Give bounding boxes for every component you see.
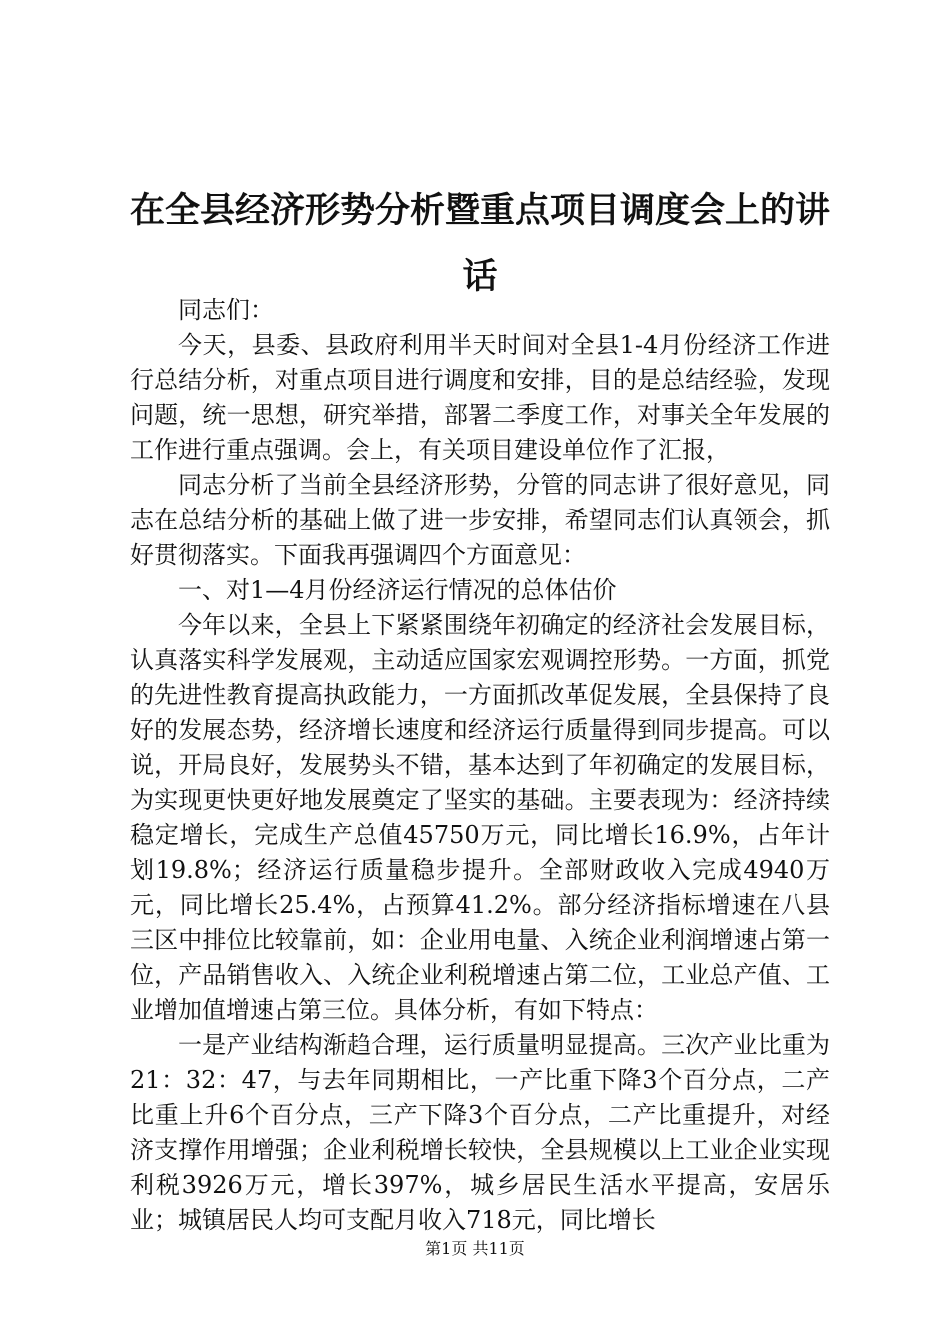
section-heading-1: 一、对1—4月份经济运行情况的总体估价 [178,576,617,604]
paragraph-industry-structure: 一是产业结构渐趋合理，运行质量明显提高。三次产业比重为21：32：47，与去年同期相比，一产比重下降3个百分点，二产比重上升6个百分点，三产下降3个百分点，二产比重提升，对经济支撑作用增强；企业利税增长较快，全县规模以上工业企业实现利税3926万元，增长397%，城乡居民生活水平提高，安居乐业；城镇居民人均可支配月收入718元，同比增长 [130,1031,830,1234]
paragraph-summary: 同志分析了当前全县经济形势，分管的同志讲了很好意见，同志在总结分析的基础上做了进一步安排，希望同志们认真领会，抓好贯彻落实。下面我再强调四个方面意见： [130,471,830,569]
salutation: 同志们： [178,296,274,324]
page-footer: 第1页 共11页 [425,1239,525,1258]
paragraph-economy-overview: 今年以来，全县上下紧紧围绕年初确定的经济社会发展目标，认真落实科学发展观，主动适应国家宏观调控形势。一方面，抓党的先进性教育提高执政能力，一方面抓改革促发展，全县保持了良好的发展态势，经济增长速度和经济运行质量得到同步提高。可以说，开局良好，发展势头不错，基本达到了年初确定的发展目标，为实现更快更好地发展奠定了坚实的基础。主要表现为：经济持续稳定增长，完成生产总值45750万元，同比增长16.9%，占年计划19.8%；经济运行质量稳步提升。全部财政收入完成4940万元，同比增长25.4%，占预算41.2%。部分经济指标增速在八县三区中排位比较靠前，如：企业用电量、入统企业利润增速占第一位，产品销售收入、入统企业利税增速占第二位，工业总产值、工业增加值增速占第三位。具体分析，有如下特点： [130,611,830,1024]
document-title: 在全县经济形势分析暨重点项目调度会上的讲话 [129,191,830,297]
document-body [130,293,830,1238]
paragraph-intro: 今天，县委、县政府利用半天时间对全县1-4月份经济工作进行总结分析，对重点项目进行调度和安排，目的是总结经验，发现问题，统一思想，研究举措，部署二季度工作，对事关全年发展的工作进行重点强调。会上，有关项目建设单位作了汇报， [130,331,830,464]
